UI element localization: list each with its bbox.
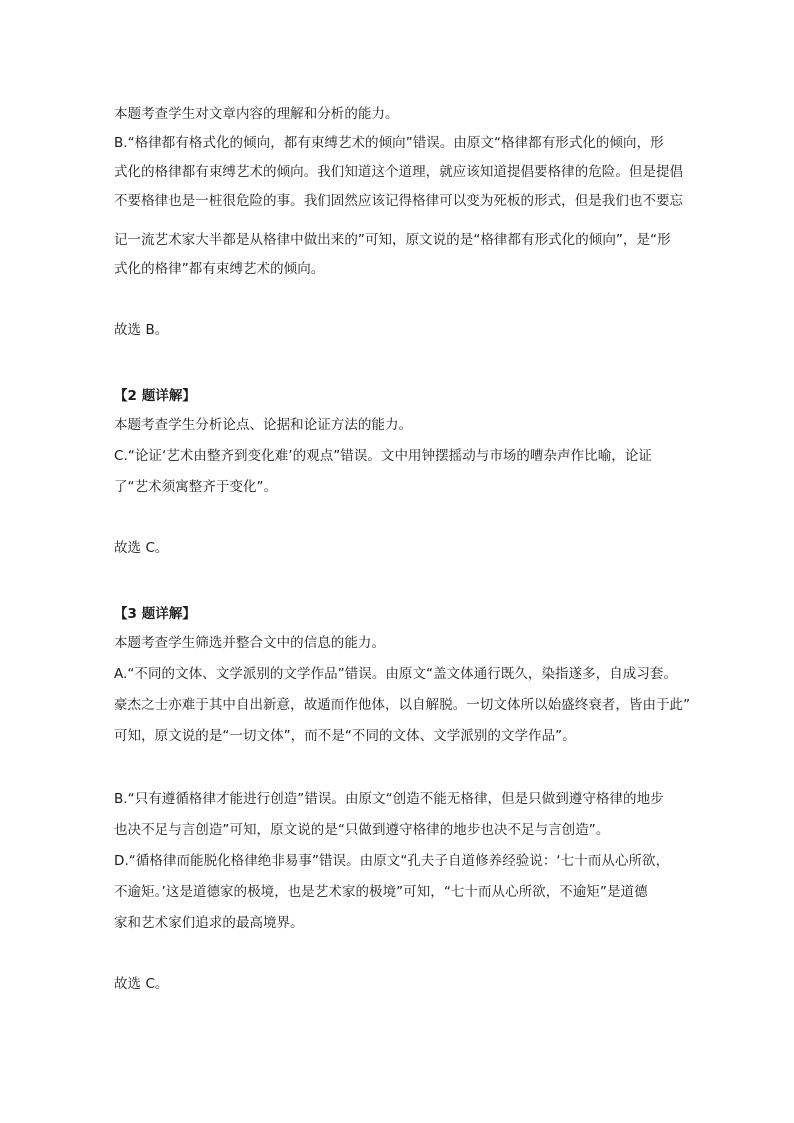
section3-option-d-line-2: 不逾矩。’这是道德家的极境，也是艺术家的极境”可知，“七十而从心所欲，不逾矩”是道德 (114, 884, 648, 900)
section3-option-a-line-1: A.“不同的文体、文学派别的文学作品”错误。由原文“盖文体通行既久，染指遂多，自成习套。 (114, 666, 677, 682)
section1-intro: 本题考查学生对文章内容的理解和分析的能力。 (114, 106, 399, 122)
section3-option-d-line-3: 家和艺术家们追求的最高境界。 (114, 915, 304, 931)
section1-answer: 故选 B。 (114, 322, 169, 338)
section2-answer: 故选 C。 (114, 540, 169, 556)
section3-option-a-line-3: 可知，原文说的是“一切文体”，而不是“不同的文体、文学派别的文学作品”。 (114, 728, 576, 744)
section1-option-b-line-2: 式化的格律都有束缚艺术的倾向。我们知道这个道理，就应该知道提倡要格律的危险。但是提倡 (114, 164, 684, 180)
section3-answer: 故选 C。 (114, 976, 169, 992)
section2-option-c-line-1: C.“论证‘艺术由整齐到变化难’的观点”错误。文中用钟摆摇动与市场的嘈杂声作比喻，论证 (114, 448, 652, 464)
section1-option-b-line-1: B.“格律都有格式化的倾向，都有束缚艺术的倾向”错误。由原文“格律都有形式化的倾向，形 (114, 135, 664, 151)
section3-option-b-line-2: 也决不足与言创造”可知，原文说的是“只做到遵守格律的地步也决不足与言创造”。 (114, 822, 610, 838)
section1-option-b-line-3: 不要格律也是一桩很危险的事。我们固然应该记得格律可以变为死板的形式，但是我们也不要忘 (114, 193, 684, 209)
section2-heading: 【2 题详解】 (114, 388, 196, 404)
section2-intro: 本题考查学生分析论点、论据和论证方法的能力。 (114, 417, 413, 433)
section1-option-b-line-4: 记一流艺术家大半都是从格律中做出来的”可知，原文说的是“格律都有形式化的倾向”，是“形 (114, 232, 671, 248)
section3-option-d-line-1: D.“循格律而能脱化格律绝非易事”错误。由原文“孔夫子自道修养经验说：‘七十而从心所欲， (114, 853, 670, 869)
section1-option-b-line-5: 式化的格律”都有束缚艺术的倾向。 (114, 261, 325, 277)
section3-option-a-line-2: 豪杰之士亦难于其中自出新意，故遁而作他体，以自解脱。一切文体所以始盛终衰者，皆由于此” (114, 697, 691, 713)
section3-heading: 【3 题详解】 (114, 606, 196, 622)
section3-intro: 本题考查学生筛选并整合文中的信息的能力。 (114, 635, 385, 651)
section2-option-c-line-2: 了“艺术须寓整齐于变化”。 (114, 479, 278, 495)
section3-option-b-line-1: B.“只有遵循格律才能进行创造”错误。由原文“创造不能无格律，但是只做到遵守格律的地步 (114, 791, 664, 807)
